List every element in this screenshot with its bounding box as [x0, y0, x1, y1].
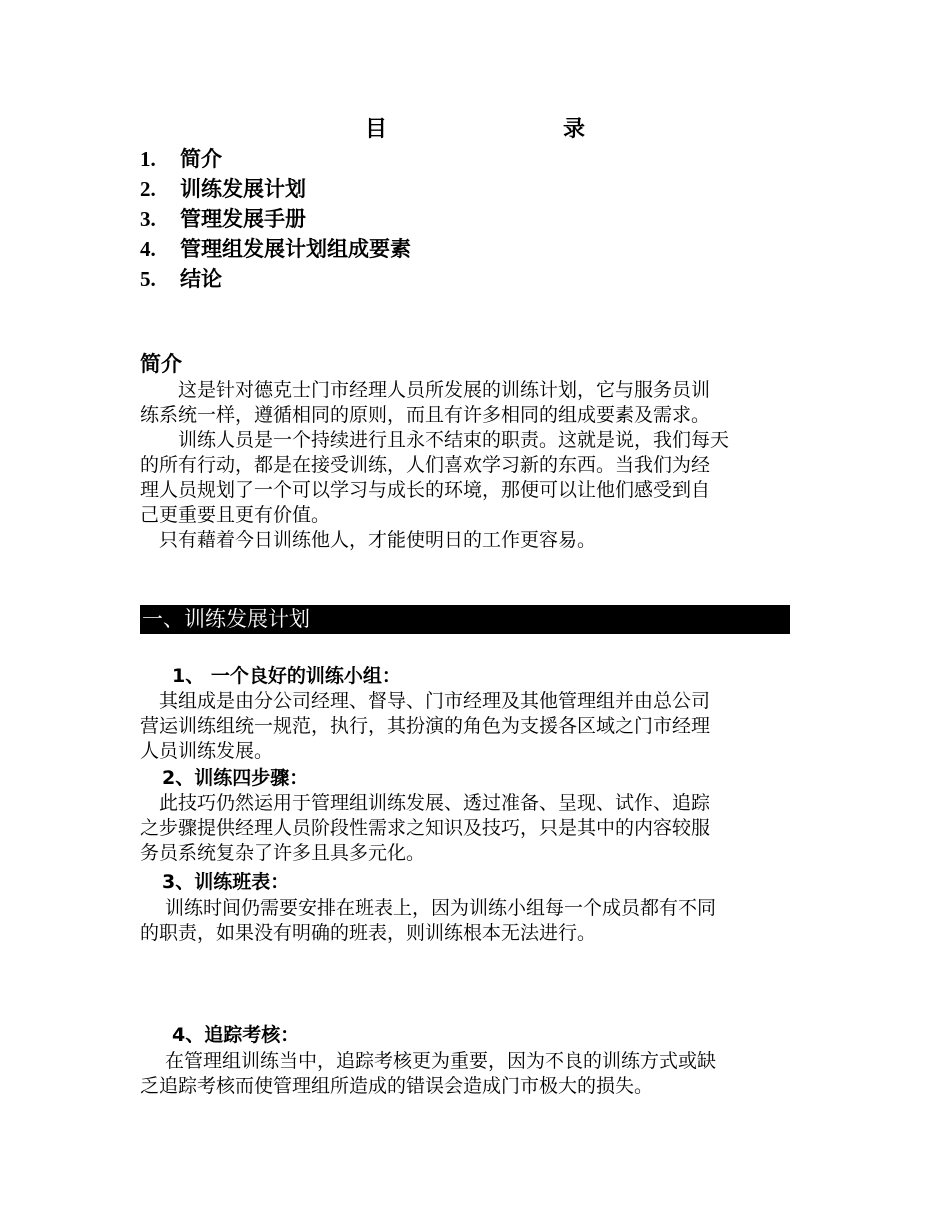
subsection-heading: 1、 一个良好的训练小组： — [172, 665, 401, 687]
subsection-paragraph — [140, 1049, 810, 1099]
toc-item-number: 1. — [140, 147, 156, 171]
text-line: 务员系统复杂了许多且具多元化。 — [140, 842, 426, 864]
toc-item-number: 3. — [140, 207, 156, 231]
subsection-heading: 2、训练四步骤： — [162, 767, 309, 789]
section-title: 一、训练发展计划 — [142, 607, 310, 631]
toc-item-number: 5. — [140, 267, 156, 291]
toc-item-label: 管理发展手册 — [180, 207, 306, 231]
text-line: 只有藉着今日训练他人，才能使明日的工作更容易。 — [140, 529, 597, 551]
toc-item-number: 4. — [140, 237, 156, 261]
subsection-heading: 4、追踪考核： — [172, 1024, 300, 1046]
toc-title — [0, 112, 950, 144]
text-line: 训练人员是一个持续进行且永不结束的职责。这就是说，我们每天 — [140, 429, 730, 451]
text-line: 之步骤提供经理人员阶段性需求之知识及技巧，只是其中的内容较服 — [140, 817, 711, 839]
text-line: 己更重要且更有价值。 — [140, 504, 331, 526]
text-line: 营运训练组统一规范，执行，其扮演的角色为支援各区域之门市经理 — [140, 715, 711, 737]
intro-heading: 简介 — [140, 352, 182, 376]
text-line: 的所有行动，都是在接受训练，人们喜欢学习新的东西。当我们为经 — [140, 454, 711, 476]
text-line: 理人员规划了一个可以学习与成长的环境，那便可以让他们感受到自 — [140, 479, 711, 501]
subsection-paragraph — [140, 896, 810, 946]
section-heading-bar — [140, 605, 790, 634]
toc-item-label: 简介 — [180, 147, 222, 171]
toc-title-left: 目 — [365, 117, 388, 142]
text-line: 这是针对德克士门市经理人员所发展的训练计划，它与服务员训 — [140, 379, 711, 401]
text-line: 人员训练发展。 — [140, 740, 274, 762]
toc-item-label: 训练发展计划 — [180, 177, 306, 201]
subsection-heading: 3、训练班表： — [162, 871, 290, 893]
subsection-paragraph — [140, 791, 810, 866]
subsection-paragraph — [140, 689, 810, 764]
intro-paragraph-3 — [140, 528, 810, 553]
toc-item — [140, 174, 411, 204]
text-line: 练系统一样，遵循相同的原则，而且有许多相同的组成要素及需求。 — [140, 404, 711, 426]
toc-item — [140, 204, 411, 234]
toc-item-label: 结论 — [180, 267, 222, 291]
text-line: 在管理组训练当中，追踪考核更为重要，因为不良的训练方式或缺 — [140, 1050, 717, 1072]
text-line: 的职责，如果没有明确的班表，则训练根本无法进行。 — [140, 922, 597, 944]
text-line: 乏追踪考核而使管理组所造成的错误会造成门市极大的损失。 — [140, 1075, 654, 1097]
text-line: 此技巧仍然运用于管理组训练发展、透过准备、呈现、试作、追踪 — [140, 792, 711, 814]
toc-title-right: 录 — [563, 117, 586, 142]
text-line: 训练时间仍需要安排在班表上，因为训练小组每一个成员都有不同 — [140, 897, 717, 919]
toc-item-label: 管理组发展计划组成要素 — [180, 237, 411, 261]
toc-item — [140, 234, 411, 264]
toc-item-number: 2. — [140, 177, 156, 201]
intro-paragraph-2 — [140, 428, 810, 528]
text-line: 其组成是由分公司经理、督导、门市经理及其他管理组并由总公司 — [140, 690, 711, 712]
intro-paragraph-1 — [140, 378, 810, 428]
toc-item — [140, 144, 411, 174]
table-of-contents — [140, 144, 411, 294]
toc-item — [140, 264, 411, 294]
